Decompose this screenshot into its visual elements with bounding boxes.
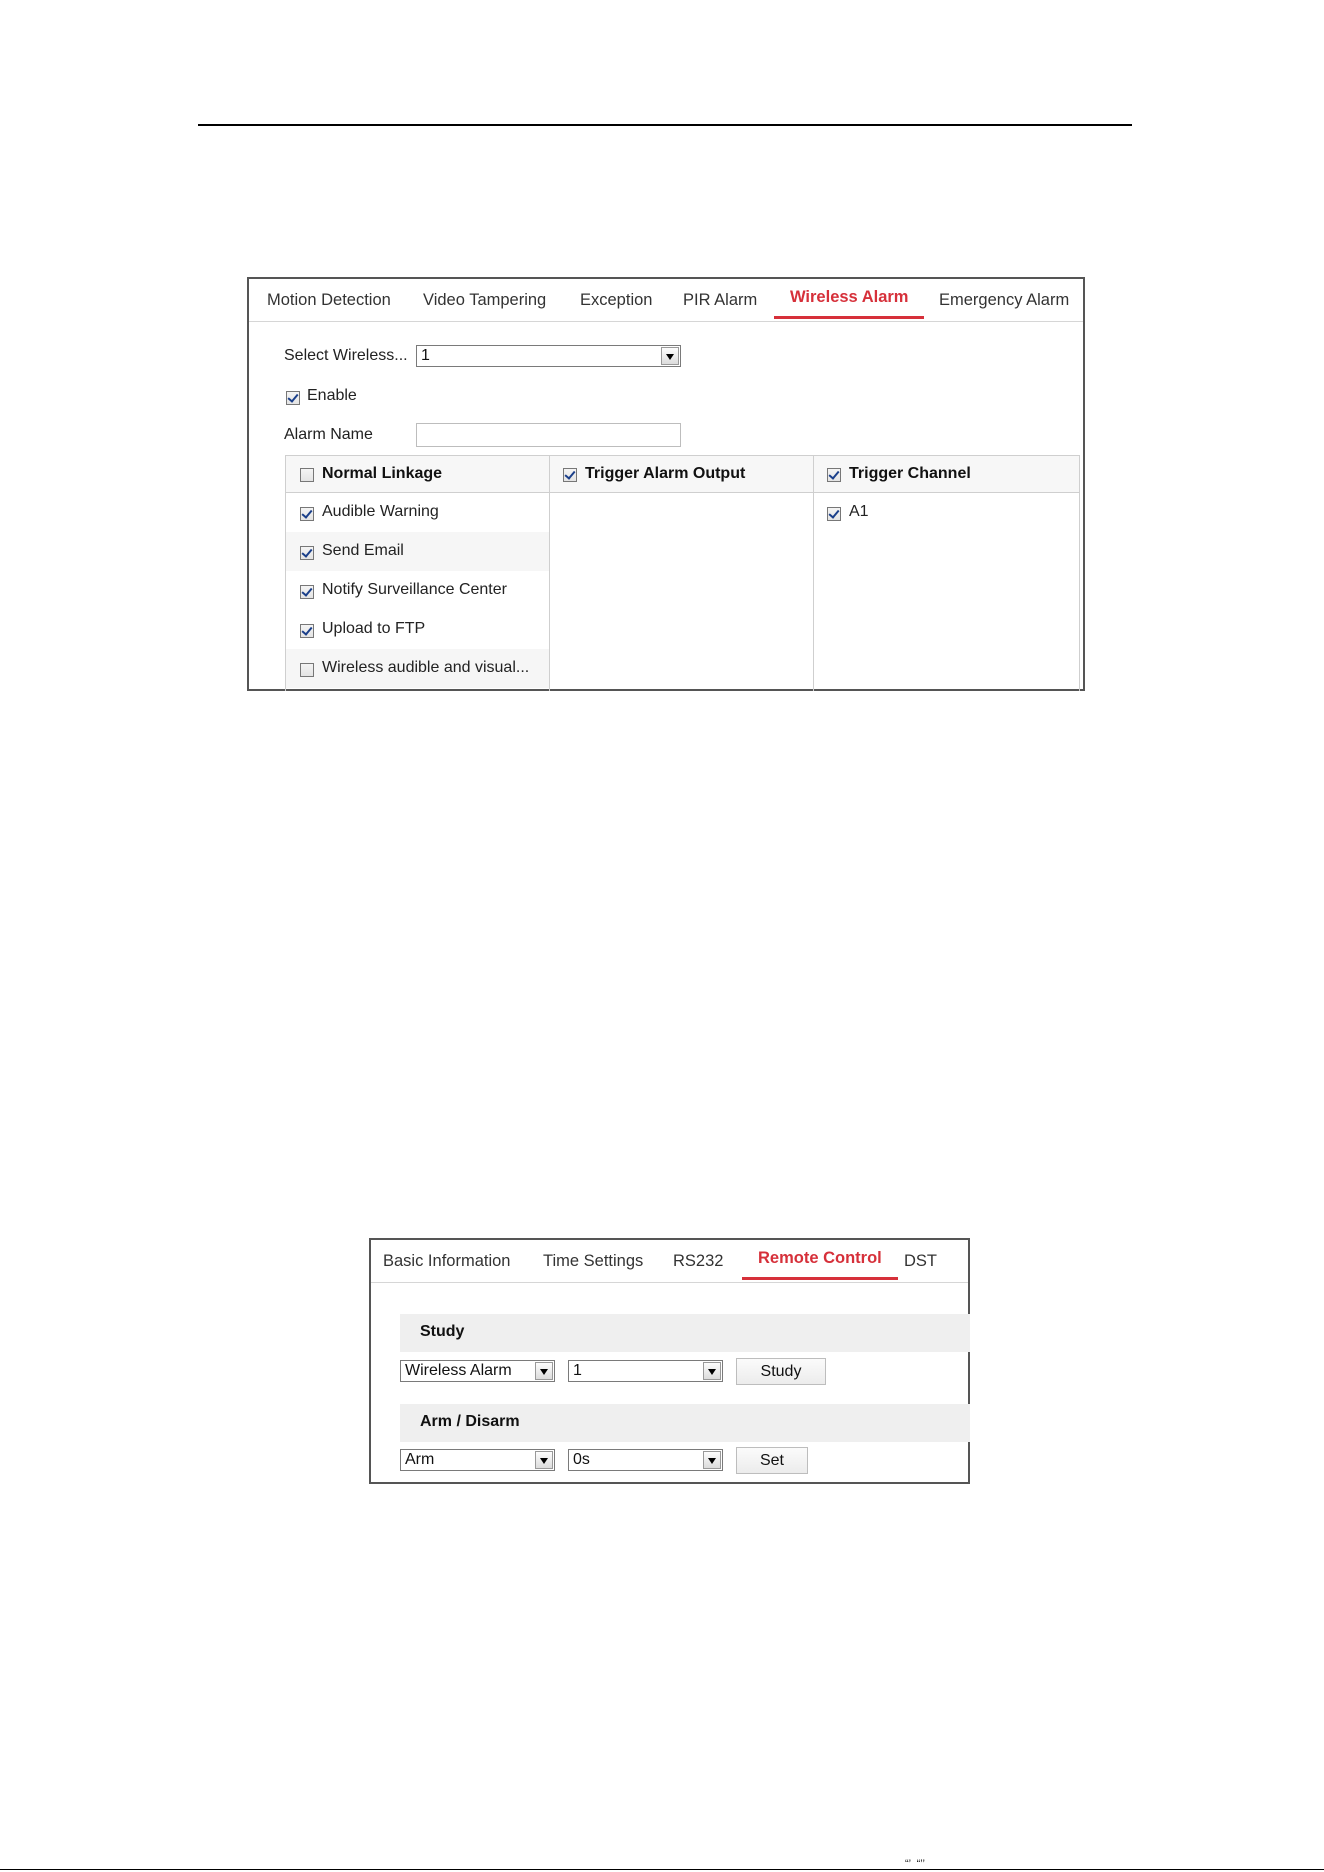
tab-basic-information[interactable]: Basic Information xyxy=(383,1252,511,1270)
wireless-alarm-panel xyxy=(247,277,1085,691)
tab-emergency-alarm[interactable]: Emergency Alarm xyxy=(939,291,1070,309)
wireless-audible-visual-label: Wireless audible and visual... xyxy=(322,659,530,676)
tab-time-settings[interactable]: Time Settings xyxy=(543,1252,644,1270)
tab-remote-control[interactable]: Remote Control xyxy=(758,1237,882,1279)
list-item xyxy=(286,532,549,571)
system-tab-bar xyxy=(371,1240,968,1283)
normal-linkage-checkbox[interactable] xyxy=(300,468,314,482)
chevron-down-icon xyxy=(661,347,679,365)
column-divider xyxy=(813,456,814,691)
wireless-audible-visual-checkbox[interactable] xyxy=(300,663,314,677)
send-email-label: Send Email xyxy=(322,542,404,559)
study-type-value: Wireless Alarm xyxy=(405,1362,512,1379)
arm-mode-dropdown[interactable] xyxy=(400,1449,555,1471)
remote-control-panel xyxy=(369,1238,970,1484)
upload-to-ftp-label: Upload to FTP xyxy=(322,620,426,637)
arm-disarm-section-title: Arm / Disarm xyxy=(420,1413,520,1430)
channel-a1-label: A1 xyxy=(849,503,869,520)
alarm-name-input[interactable] xyxy=(416,423,681,447)
notify-surveillance-center-label: Notify Surveillance Center xyxy=(322,581,507,598)
footer-mark: “’ “’’ xyxy=(905,1858,925,1870)
enable-checkbox[interactable] xyxy=(286,391,300,405)
trigger-alarm-output-header: Trigger Alarm Output xyxy=(585,465,746,482)
study-number-value: 1 xyxy=(573,1362,582,1379)
trigger-channel-header: Trigger Channel xyxy=(849,465,971,482)
audible-warning-checkbox[interactable] xyxy=(300,507,314,521)
tab-motion-detection[interactable]: Motion Detection xyxy=(267,291,391,309)
normal-linkage-header: Normal Linkage xyxy=(322,465,443,482)
event-tab-bar xyxy=(249,279,1083,322)
tab-dst[interactable]: DST xyxy=(904,1252,937,1270)
arm-mode-value: Arm xyxy=(405,1451,435,1468)
trigger-channel-checkbox[interactable] xyxy=(827,468,841,482)
study-number-dropdown[interactable] xyxy=(568,1360,723,1382)
list-item xyxy=(286,649,549,688)
tab-video-tampering[interactable]: Video Tampering xyxy=(423,291,547,309)
upload-to-ftp-checkbox[interactable] xyxy=(300,624,314,638)
notify-surveillance-center-checkbox[interactable] xyxy=(300,585,314,599)
trigger-alarm-output-checkbox[interactable] xyxy=(563,468,577,482)
select-wireless-label: Select Wireless... xyxy=(284,347,408,364)
tab-rs232[interactable]: RS232 xyxy=(673,1252,724,1270)
set-button[interactable]: Set xyxy=(736,1447,808,1474)
list-item xyxy=(286,610,549,649)
tab-exception[interactable]: Exception xyxy=(580,291,653,309)
linkage-table xyxy=(285,455,1080,691)
arm-delay-dropdown[interactable] xyxy=(568,1449,723,1471)
tab-pir-alarm[interactable]: PIR Alarm xyxy=(683,291,758,309)
channel-a1-checkbox[interactable] xyxy=(827,507,841,521)
select-wireless-value: 1 xyxy=(421,347,430,364)
list-item xyxy=(814,493,1079,532)
alarm-name-label: Alarm Name xyxy=(284,426,373,443)
study-button[interactable]: Study xyxy=(736,1358,826,1385)
footer-rule xyxy=(0,1869,1324,1870)
chevron-down-icon xyxy=(703,1451,721,1469)
arm-delay-value: 0s xyxy=(573,1451,590,1468)
column-divider xyxy=(549,456,550,691)
study-type-dropdown[interactable] xyxy=(400,1360,555,1382)
send-email-checkbox[interactable] xyxy=(300,546,314,560)
chevron-down-icon xyxy=(535,1362,553,1380)
arm-disarm-section-header xyxy=(400,1404,970,1442)
enable-label: Enable xyxy=(307,387,357,404)
chevron-down-icon xyxy=(703,1362,721,1380)
chevron-down-icon xyxy=(535,1451,553,1469)
tab-wireless-alarm[interactable]: Wireless Alarm xyxy=(790,276,908,318)
list-item xyxy=(286,493,549,532)
study-section-title: Study xyxy=(420,1323,465,1340)
header-rule xyxy=(198,124,1132,126)
study-section-header xyxy=(400,1314,970,1352)
select-wireless-dropdown[interactable] xyxy=(416,345,681,367)
audible-warning-label: Audible Warning xyxy=(322,503,439,520)
list-item xyxy=(286,571,549,610)
